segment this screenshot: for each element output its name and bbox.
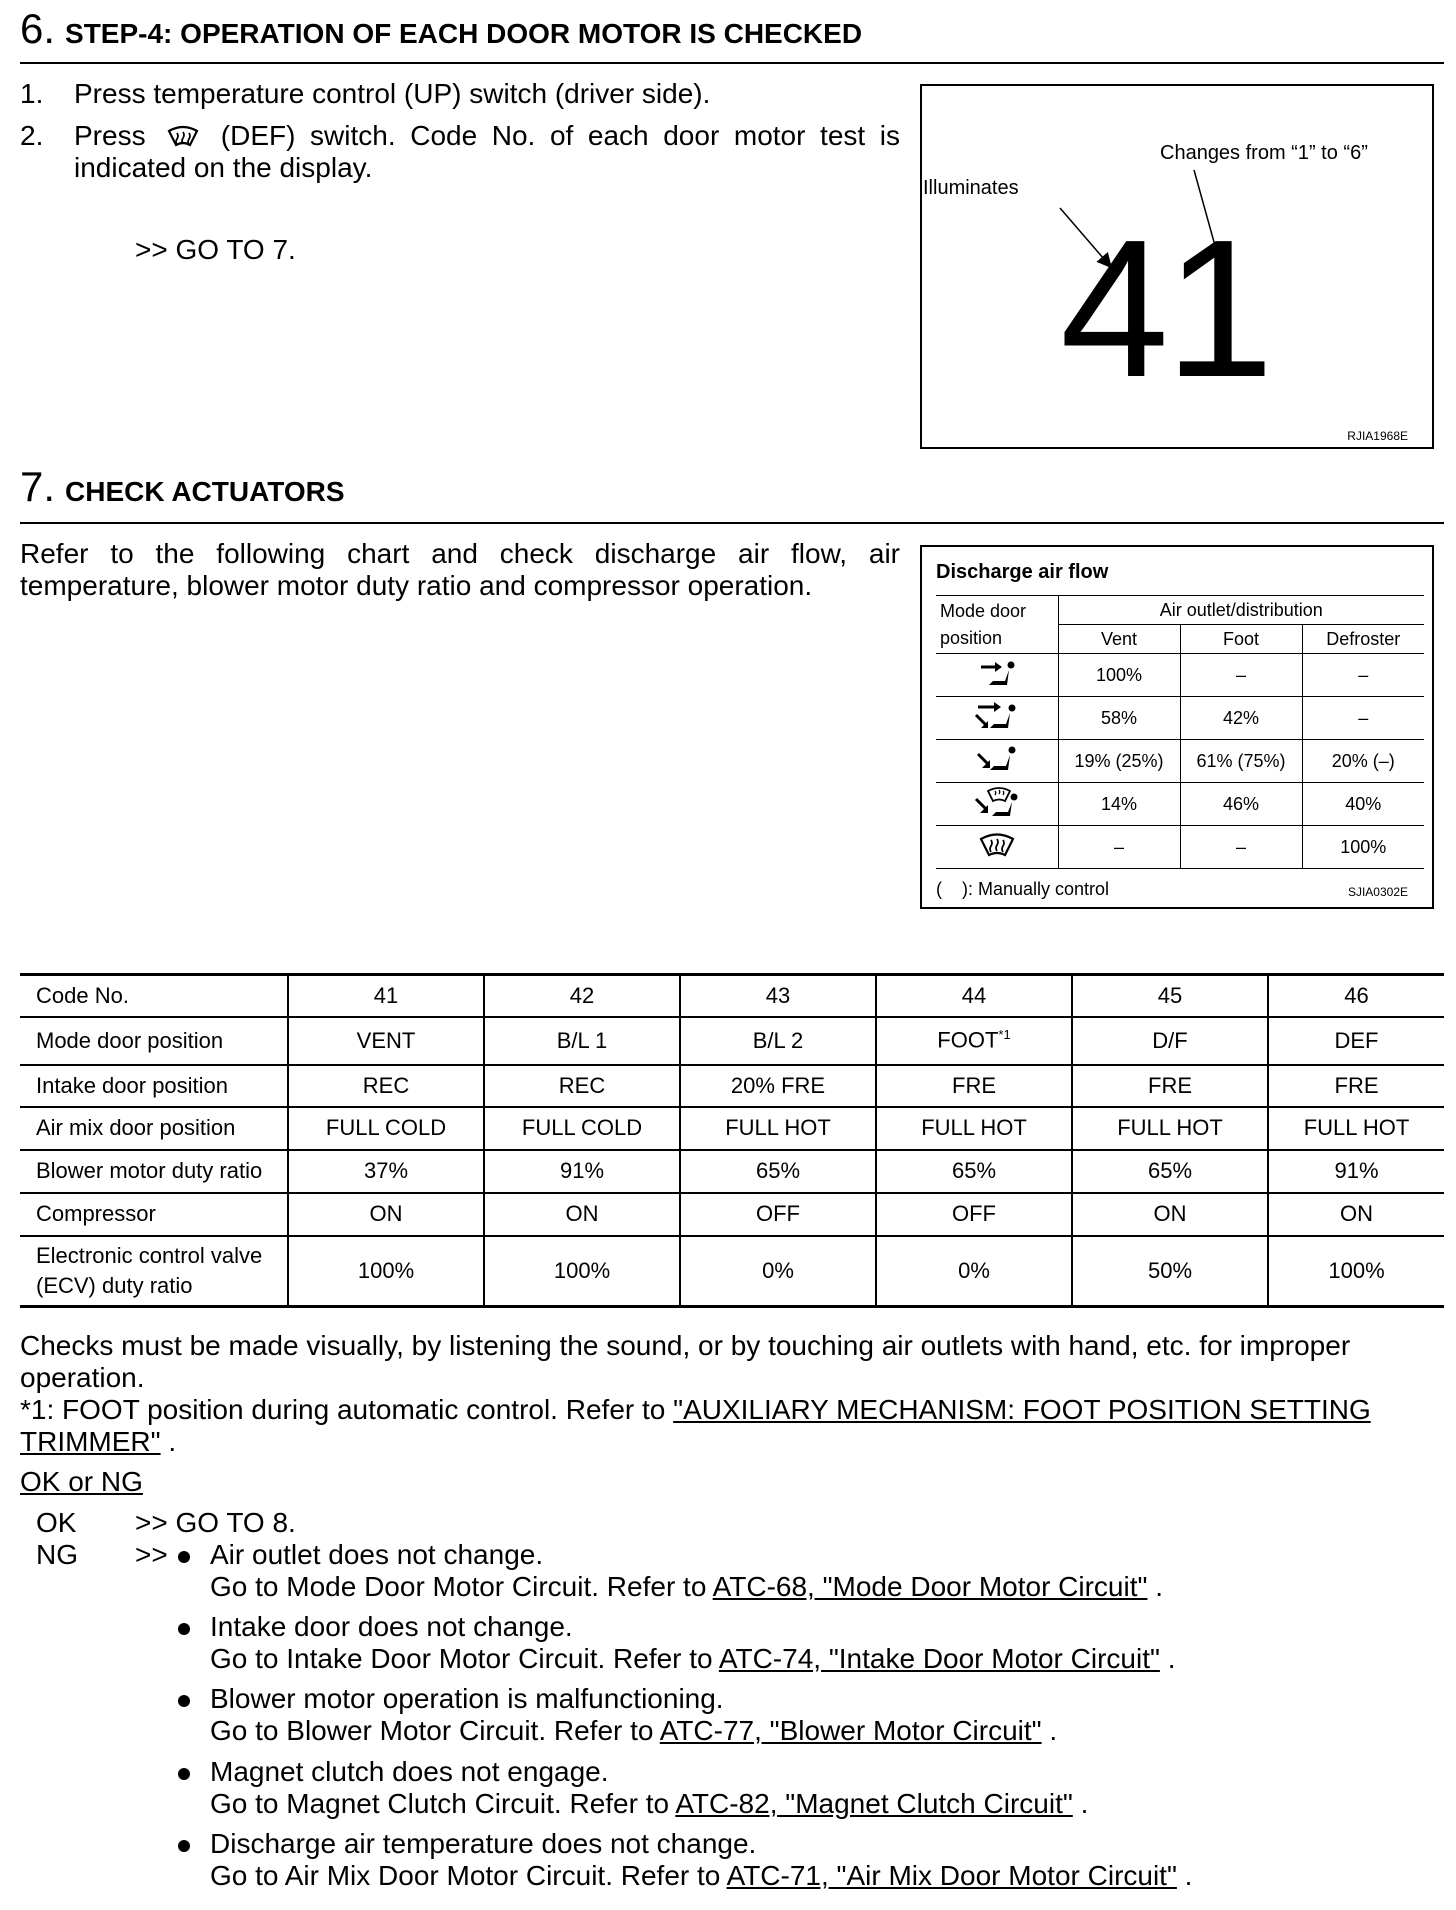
ng-arrow: >>: [135, 1539, 168, 1570]
outlet-header: Air outlet/distribution: [1058, 596, 1424, 625]
ok-ng-heading: OK or NG: [20, 1466, 143, 1497]
goto-7: >> GO TO 7.: [135, 234, 296, 265]
ng-item: Discharge air temperature does not change. Go to Air Mix Door Motor Circuit. Refer to ATC-71, "Air Mix Door Motor Circuit" .: [178, 1828, 1428, 1892]
table-row: Mode door position VENT B/L 1 B/L 2 FOOT$^{*1}$ D/F DEF: [20, 1017, 1444, 1065]
bullet: [178, 1551, 190, 1563]
ng-label: NG: [36, 1539, 78, 1570]
atc-74-link[interactable]: ATC-74, "Intake Door Motor Circuit": [718, 1643, 1160, 1674]
table-row: Air mix door position FULL COLD FULL COLD FULL HOT FULL HOT FULL HOT FULL HOT: [20, 1107, 1444, 1150]
table-row: 100% – –: [936, 654, 1424, 697]
bullet: [178, 1840, 190, 1852]
table-header-row: [20, 975, 1444, 1017]
vent-mode-icon: [975, 659, 1019, 687]
footnote: *1: FOOT position during automatic control. Refer to "AUXILIARY MECHANISM: FOOT POSITION SETTING TRIMMER" .: [20, 1394, 1371, 1457]
bullet: [178, 1623, 190, 1635]
column-header: 42: [484, 975, 680, 1017]
column-header: Code No.: [20, 975, 288, 1017]
ng-item: Air outlet does not change. Go to Mode Door Motor Circuit. Refer to ATC-68, "Mode Door Motor Circuit" .: [178, 1539, 1428, 1603]
atc-77-link[interactable]: ATC-77, "Blower Motor Circuit": [659, 1715, 1042, 1746]
step-number: 1.: [20, 78, 44, 109]
step-number: 2.: [20, 120, 44, 151]
footnote-marker: *1: [998, 1027, 1011, 1043]
section-6-heading: [20, 5, 863, 52]
defrost-mode-icon: [977, 831, 1017, 859]
step-2: [20, 120, 900, 186]
table-row: 19% (25%) 61% (75%) 20% (–): [936, 740, 1424, 783]
table-row: Compressor ON ON OFF OFF ON ON: [20, 1193, 1444, 1236]
table-row: Intake door position REC REC 20% FRE FRE FRE FRE: [20, 1065, 1444, 1107]
step-text: Press temperature control (UP) switch (driver side).: [74, 78, 711, 109]
trimmer-link[interactable]: "AUXILIARY MECHANISM: FOOT POSITION SETTING TRIMMER": [20, 1394, 1371, 1457]
figure-ref-code: RJIA1968E: [1347, 429, 1408, 443]
column-header: 41: [288, 975, 484, 1017]
bullet: [178, 1695, 190, 1707]
bullet: [178, 1768, 190, 1780]
section-title: STEP-4: OPERATION OF EACH DOOR MOTOR IS CHECKED: [65, 18, 863, 49]
figure-ref-code: SJIA0302E: [1347, 885, 1408, 899]
section-number: 6.: [20, 5, 56, 52]
bilevel-mode-icon: [972, 701, 1022, 731]
section-number: 7.: [20, 463, 56, 510]
column-header: 43: [680, 975, 876, 1017]
atc-82-link[interactable]: ATC-82, "Magnet Clutch Circuit": [675, 1788, 1073, 1819]
defrost-switch-icon: [166, 124, 200, 148]
table-row: 14% 46% 40%: [936, 783, 1424, 826]
table-row: 58% 42% –: [936, 697, 1424, 740]
ok-action: >> GO TO 8.: [135, 1507, 296, 1538]
section-7-heading: [20, 463, 345, 510]
discharge-title: Discharge air flow: [936, 561, 1109, 583]
column-header: Vent: [1058, 625, 1180, 654]
column-header: 46: [1268, 975, 1444, 1017]
code-table: [20, 973, 1444, 1308]
table-row: Electronic control valve (ECV) duty ratio 100% 100% 0% 0% 50% 100%: [20, 1236, 1444, 1307]
manual-control-note: ( ): Manually control: [936, 879, 1110, 899]
section-title: CHECK ACTUATORS: [65, 476, 345, 507]
section-7-intro: Refer to the following chart and check discharge air flow, air temperature, blower motor duty ratio and compressor operation.: [20, 538, 900, 601]
mode-header: Mode door position: [936, 596, 1058, 654]
atc-68-link[interactable]: ATC-68, "Mode Door Motor Circuit": [712, 1571, 1148, 1602]
display-value: 41: [1060, 199, 1271, 418]
column-header: Defroster: [1302, 625, 1424, 654]
foot-defrost-mode-icon: [972, 785, 1022, 819]
step-1: [20, 78, 900, 110]
ng-item: Magnet clutch does not engage. Go to Magnet Clutch Circuit. Refer to ATC-82, "Magnet Clutch Circuit" .: [178, 1756, 1428, 1820]
divider: [20, 522, 1444, 524]
column-header: 45: [1072, 975, 1268, 1017]
column-header: Foot: [1180, 625, 1302, 654]
check-note: Checks must be made visually, by listening the sound, or by touching air outlets with hand, etc. for improper operation.: [20, 1330, 1351, 1393]
atc-71-link[interactable]: ATC-71, "Air Mix Door Motor Circuit": [726, 1860, 1177, 1891]
table-row: Blower motor duty ratio 37% 91% 65% 65% 65% 91%: [20, 1150, 1444, 1193]
illuminates-label: Illuminates: [923, 177, 1019, 199]
discharge-air-flow-figure: [920, 545, 1434, 909]
ng-item: Blower motor operation is malfunctioning. Go to Blower Motor Circuit. Refer to ATC-77, "Blower Motor Circuit" .: [178, 1683, 1428, 1747]
ok-label: OK: [36, 1507, 77, 1538]
changes-label: Changes from “1” to “6”: [1160, 142, 1368, 164]
table-row: – – 100%: [936, 826, 1424, 869]
foot-mode-icon: [972, 744, 1022, 774]
display-figure: [920, 84, 1434, 449]
step-text: Press (DEF) switch. Code No. of each door motor test is indicated on the display.: [74, 120, 901, 183]
discharge-table: [936, 595, 1424, 869]
ng-item: Intake door does not change. Go to Intake Door Motor Circuit. Refer to ATC-74, "Intake Door Motor Circuit" .: [178, 1611, 1428, 1675]
divider: [20, 62, 1444, 64]
column-header: 44: [876, 975, 1072, 1017]
